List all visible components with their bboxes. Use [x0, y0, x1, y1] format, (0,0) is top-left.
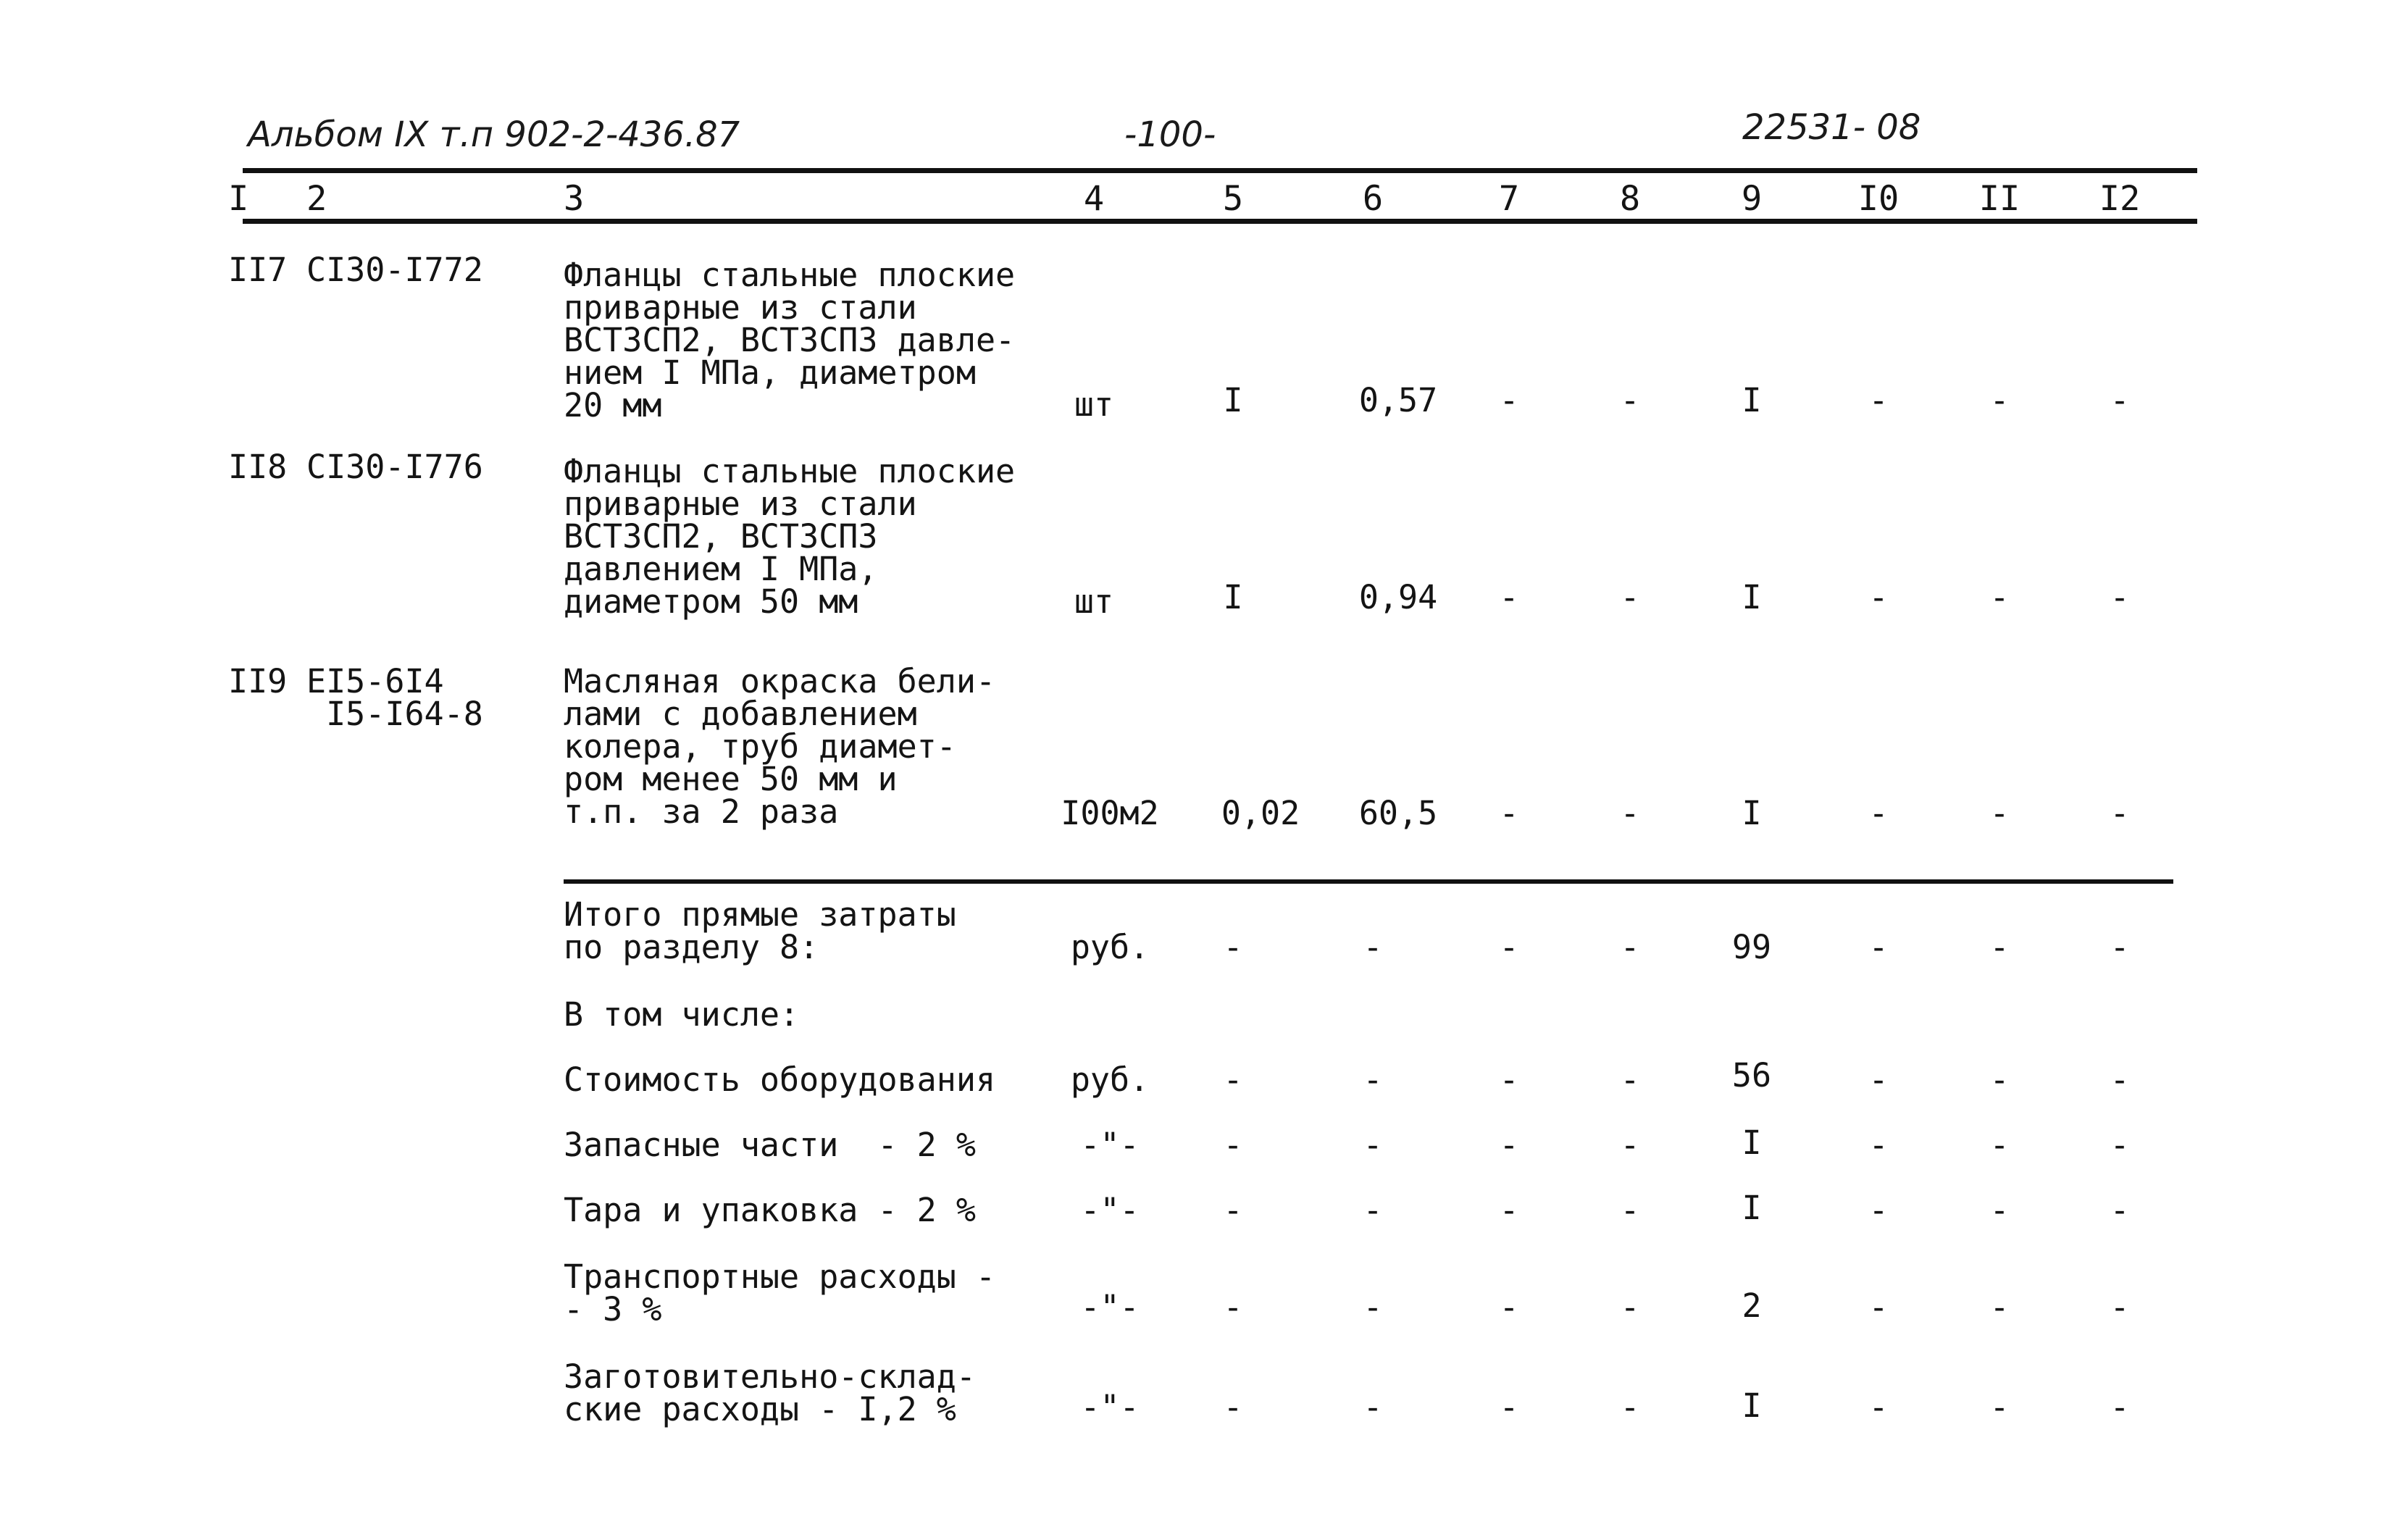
- summary-unit: -"-: [1080, 1191, 1140, 1229]
- summary-col12: -: [2110, 1388, 2130, 1426]
- summary-col10: -: [1868, 928, 1889, 966]
- summary-col9: 56: [1731, 1056, 1772, 1095]
- row-col10: -: [1868, 794, 1889, 832]
- summary-label: Запасные части - 2 %: [564, 1126, 976, 1164]
- column-header-9: 9: [1741, 179, 1763, 219]
- row-col8: -: [1620, 794, 1640, 832]
- row-unit: шт: [1074, 582, 1114, 621]
- summary-col8: -: [1620, 1388, 1640, 1426]
- summary-col5: -: [1223, 1126, 1243, 1164]
- column-header-5: 5: [1222, 179, 1244, 219]
- column-header-4: 4: [1083, 179, 1105, 219]
- summary-col11: -: [1989, 1191, 2010, 1229]
- summary-col6: -: [1363, 928, 1383, 966]
- summary-rule: [564, 879, 2173, 884]
- column-header-10: I0: [1857, 179, 1899, 219]
- row-col9: I: [1742, 578, 1762, 616]
- row-col8: -: [1620, 578, 1640, 616]
- summary-col8: -: [1620, 1126, 1640, 1164]
- summary-col9: I: [1742, 1189, 1762, 1227]
- row-col10: -: [1868, 381, 1889, 419]
- summary-unit: -"-: [1080, 1388, 1140, 1426]
- summary-col8: -: [1620, 1288, 1640, 1326]
- summary-col8: -: [1620, 1060, 1640, 1099]
- summary-col9: 99: [1731, 928, 1772, 966]
- summary-col9: I: [1742, 1386, 1762, 1425]
- row-col6: 60,5: [1358, 794, 1438, 832]
- row-col8: -: [1620, 381, 1640, 419]
- summary-col9: I: [1742, 1123, 1762, 1162]
- row-unit: I00м2: [1061, 794, 1159, 832]
- summary-col8: -: [1620, 928, 1640, 966]
- summary-col8: -: [1620, 1191, 1640, 1229]
- summary-col10: -: [1868, 1388, 1889, 1426]
- summary-col10: -: [1868, 1288, 1889, 1326]
- summary-total-label: Итого прямые затраты по разделу 8:: [564, 895, 956, 966]
- column-header-3: 3: [564, 179, 585, 219]
- summary-col12: -: [2110, 1288, 2130, 1326]
- album-reference: Альбом IX т.п 902-2-436.87: [248, 114, 740, 155]
- row-col5: I: [1223, 381, 1243, 419]
- summary-label: Заготовительно-склад- ские расходы - I,2 %: [564, 1357, 976, 1428]
- column-header-1: I: [228, 179, 249, 219]
- column-header-12: I2: [2099, 179, 2141, 219]
- row-description: Фланцы стальные плоские приварные из стали ВСТ3СП2, ВСТ3СП3 давлением I МПа, диаметром 50 мм: [564, 452, 1016, 621]
- summary-unit: -"-: [1080, 1288, 1140, 1326]
- row-code: CI30-I772: [306, 251, 483, 289]
- summary-col5: -: [1223, 1388, 1243, 1426]
- row-code: EI5-6I4 I5-I64-8: [306, 662, 483, 733]
- column-header-7: 7: [1498, 179, 1520, 219]
- row-col5: I: [1223, 578, 1243, 616]
- summary-col11: -: [1989, 1060, 2010, 1099]
- row-number: II9: [228, 662, 288, 700]
- column-header-2: 2: [306, 179, 327, 219]
- summary-col11: -: [1989, 1126, 2010, 1164]
- column-header-11: II: [1978, 179, 2020, 219]
- summary-col5: -: [1223, 928, 1243, 966]
- row-col6: 0,57: [1358, 381, 1438, 419]
- summary-col10: -: [1868, 1060, 1889, 1099]
- summary-col5: -: [1223, 1060, 1243, 1099]
- summary-col7: -: [1499, 928, 1519, 966]
- summary-col7: -: [1499, 1126, 1519, 1164]
- row-col9: I: [1742, 794, 1762, 832]
- column-header-rule: [243, 219, 2197, 224]
- summary-col12: -: [2110, 1126, 2130, 1164]
- summary-col6: -: [1363, 1060, 1383, 1099]
- summary-unit: -"-: [1080, 1126, 1140, 1164]
- row-col11: -: [1989, 794, 2010, 832]
- row-unit: шт: [1074, 385, 1114, 424]
- summary-col7: -: [1499, 1288, 1519, 1326]
- summary-col10: -: [1868, 1191, 1889, 1229]
- summary-label: Стоимость оборудования: [564, 1060, 996, 1099]
- row-number: II7: [228, 251, 288, 289]
- row-col7: -: [1499, 794, 1519, 832]
- summary-col7: -: [1499, 1191, 1519, 1229]
- summary-col6: -: [1363, 1388, 1383, 1426]
- row-description: Масляная окраска бели- лами с добавлением колера, труб диамет- ром менее 50 мм и т.п. за 2 раза: [564, 662, 996, 831]
- summary-col7: -: [1499, 1060, 1519, 1099]
- row-code: CI30-I776: [306, 448, 483, 486]
- row-col6: 0,94: [1358, 578, 1438, 616]
- summary-col11: -: [1989, 928, 2010, 966]
- row-col11: -: [1989, 578, 2010, 616]
- summary-unit: руб.: [1070, 928, 1150, 966]
- column-header-6: 6: [1362, 179, 1384, 219]
- summary-col11: -: [1989, 1288, 2010, 1326]
- summary-col6: -: [1363, 1288, 1383, 1326]
- summary-col12: -: [2110, 928, 2130, 966]
- row-col12: -: [2110, 381, 2130, 419]
- row-col11: -: [1989, 381, 2010, 419]
- summary-col6: -: [1363, 1126, 1383, 1164]
- row-col5: 0,02: [1221, 794, 1300, 832]
- summary-col11: -: [1989, 1388, 2010, 1426]
- row-col12: -: [2110, 578, 2130, 616]
- document-code: 22531- 08: [1742, 107, 1921, 148]
- summary-col5: -: [1223, 1288, 1243, 1326]
- header-rule: [243, 168, 2197, 173]
- row-col10: -: [1868, 578, 1889, 616]
- summary-col6: -: [1363, 1191, 1383, 1229]
- summary-col12: -: [2110, 1191, 2130, 1229]
- summary-label: Тара и упаковка - 2 %: [564, 1191, 976, 1229]
- summary-col7: -: [1499, 1388, 1519, 1426]
- column-header-8: 8: [1619, 179, 1641, 219]
- row-col12: -: [2110, 794, 2130, 832]
- summary-col9: 2: [1742, 1286, 1762, 1325]
- summary-col5: -: [1223, 1191, 1243, 1229]
- summary-including-label: В том числе:: [564, 995, 800, 1034]
- row-col7: -: [1499, 381, 1519, 419]
- summary-label: Транспортные расходы - - 3 %: [564, 1257, 996, 1328]
- row-description: Фланцы стальные плоские приварные из стали ВСТ3СП2, ВСТ3СП3 давле- нием I МПа, диаметром 20 мм: [564, 256, 1016, 424]
- row-col9: I: [1742, 381, 1762, 419]
- row-number: II8: [228, 448, 288, 486]
- summary-unit: руб.: [1070, 1060, 1150, 1099]
- row-col7: -: [1499, 578, 1519, 616]
- page-number: -100-: [1124, 114, 1216, 155]
- summary-col12: -: [2110, 1060, 2130, 1099]
- summary-col10: -: [1868, 1126, 1889, 1164]
